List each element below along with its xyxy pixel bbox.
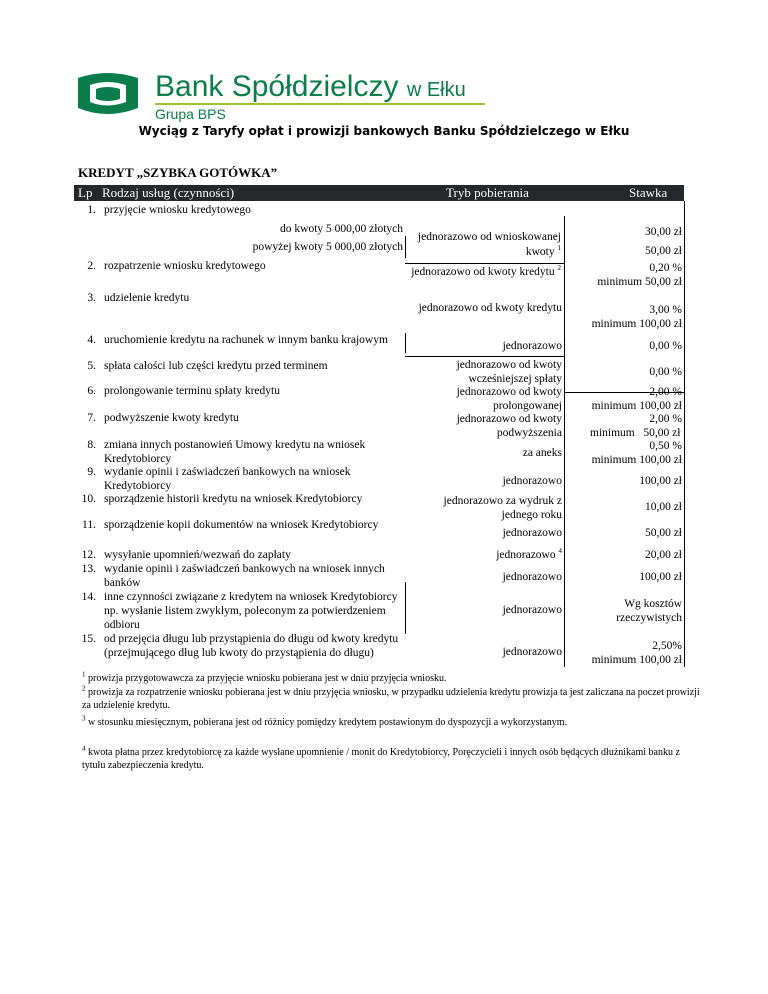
row-service: wydanie opinii i zaświadczeń bankowych na wniosek	[104, 466, 351, 478]
row-mode: za aneks	[522, 447, 562, 459]
row-rate: 0,00 %	[649, 366, 682, 378]
row-service: wydanie opinii i zaświadczeń bankowych na wniosek innych	[104, 563, 385, 575]
row-mode: jednorazowo od kwoty	[456, 413, 562, 425]
row-rate: 50,00 zł	[644, 245, 682, 257]
row-mode	[406, 245, 561, 259]
row-service: prolongowanie terminu spłaty kredytu	[104, 385, 280, 397]
row-mode-text: jednorazowo od kwoty kredytu	[411, 266, 555, 278]
row-divider	[405, 356, 565, 357]
row-mode: jednorazowo	[502, 646, 562, 658]
row-sub-item: powyżej kwoty 5 000,00 złotych	[252, 241, 403, 253]
row-rate: 10,00 zł	[644, 501, 682, 513]
row-rate: 0,00 %	[649, 340, 682, 352]
row-lp: 14.	[81, 591, 96, 603]
header-mode: Tryb pobierania	[446, 185, 529, 200]
row-mode: jednorazowo	[502, 604, 562, 616]
row-mode	[406, 548, 562, 562]
row-mode-text: jednorazowo	[496, 549, 556, 561]
row-service: podwyższenie kwoty kredytu	[104, 412, 239, 424]
row-mode: jednego roku	[501, 509, 562, 521]
footnote-text: w stosunku miesięcznym, pobierana jest od różnicy pomiędzy kredytem postawionym do dyspozycji a wykorzystanym.	[88, 717, 568, 728]
row-service: (przejmującego dług lub kwoty do przystąpienia do długu)	[104, 647, 374, 659]
table-row	[74, 203, 98, 217]
col-divider	[564, 216, 565, 667]
footnote-ref: 2	[557, 264, 561, 273]
row-mode: jednorazowo od kwoty kredytu	[418, 302, 562, 314]
row-lp: 12.	[81, 549, 96, 561]
header-rate: Stawka	[629, 185, 668, 200]
row-service: sporządzenie kopii dokumentów na wniosek Kredytobiorcy	[104, 519, 379, 531]
row-rate: minimum 100,00 zł	[591, 400, 682, 412]
row-rate: minimum 100,00 zł	[591, 654, 682, 666]
footnote-ref: 1	[557, 244, 561, 253]
row-service: wysyłanie upomnień/wezwań do zapłaty	[104, 549, 291, 561]
table-border-right	[684, 201, 685, 667]
row-rate: 30,00 zł	[644, 226, 682, 238]
footnote-number: 1	[82, 670, 86, 679]
footnote-text: prowizja przygotowawcza za przyjęcie wniosku pobierana jest w dniu przyjęcia wniosku.	[88, 673, 447, 684]
row-service: uruchomienie kredytu na rachunek w innym banku krajowym	[104, 334, 388, 346]
row-service: rozpatrzenie wniosku kredytowego	[104, 260, 266, 272]
row-lp: 9.	[87, 466, 96, 478]
row-mode: jednorazowo	[502, 340, 562, 352]
row-rate: 20,00 zł	[644, 549, 682, 561]
row-service: Kredytobiorcy	[104, 453, 172, 465]
row-mode: jednorazowo	[502, 475, 562, 487]
row-lp: 11.	[82, 519, 96, 531]
footnote	[82, 672, 702, 685]
bank-brand: Bank Spółdzielczy	[155, 70, 399, 103]
row-lp: 7.	[87, 412, 96, 424]
row-rate: minimum 100,00 zł	[591, 318, 682, 330]
row-lp: 10.	[81, 493, 96, 505]
row-lp: 5.	[87, 360, 96, 372]
header-service: Rodzaj usług (czynności)	[102, 185, 235, 200]
row-rate: 50,00 zł	[644, 527, 682, 539]
row-rate: rzeczywistych	[616, 612, 682, 624]
row-mode: wcześniejszej spłaty	[468, 373, 562, 385]
footnote-text: kwota płatna przez kredytobiorcę za każde wysłane upomnienie / monit do Kredytobiorcy, Poręczycieli i innych osób będących dłużnikami banku z tytułu zabezpieczenia kredytu.	[82, 747, 680, 771]
row-service: banków	[104, 577, 141, 589]
footnote-ref: 4	[558, 547, 562, 556]
header-lp: Lp	[78, 185, 93, 200]
row-service: np. wysłanie listem zwykłym, poleconym za potwierdzeniem	[104, 605, 386, 617]
footnote-number: 3	[82, 714, 86, 723]
row-service: od przejęcia długu lub przystąpienia do długu od kwoty kredytu	[104, 633, 399, 645]
row-sub-item: do kwoty 5 000,00 złotych	[280, 223, 403, 235]
row-rate: minimum 100,00 zł	[591, 454, 682, 466]
row-service: Kredytobiorcy	[104, 480, 172, 492]
row-lp: 3.	[87, 292, 96, 304]
row-mode: jednorazowo od kwoty	[456, 359, 562, 371]
row-rate: 100,00 zł	[639, 475, 682, 487]
document-title: Wyciąg z Taryfy opłat i prowizji bankowych Banku Spółdzielczego w Ełku	[138, 124, 630, 138]
row-lp: 1.	[87, 204, 96, 216]
row-mode: podwyższenia	[496, 427, 562, 439]
footnote	[82, 686, 702, 712]
row-service: sporządzenie historii kredytu na wniosek Kredytobiorcy	[104, 493, 363, 505]
section-title: KREDYT „SZYBKA GOTÓWKA”	[78, 165, 278, 180]
footnote-text: prowizja za rozpatrzenie wniosku pobierana jest w dniu przyjęcia wniosku, w przypadku udzielenia kredytu prowizja ta jest zaliczana na poczet prowizji za udzielenie kredytu.	[82, 687, 700, 711]
row-lp: 8.	[87, 439, 96, 451]
row-mode: prolongowanej	[493, 400, 562, 412]
row-rate: 3,00 %	[649, 304, 682, 316]
row-rate: minimum 50,00 zł	[590, 427, 681, 439]
row-mode: jednorazowo	[502, 571, 562, 583]
row-lp: 13.	[81, 563, 96, 575]
row-rate: 0,50 %	[649, 440, 682, 452]
row-mode-text: kwoty	[525, 246, 555, 258]
row-service: udzielenie kredytu	[104, 292, 190, 304]
row-rate: Wg kosztów	[624, 598, 682, 610]
footnote-number: 4	[82, 744, 86, 753]
bank-group: Grupa BPS	[155, 106, 226, 122]
row-rate: minimum 50,00 zł	[597, 276, 682, 288]
row-service: spłata całości lub części kredytu przed terminem	[104, 360, 328, 372]
row-service: przyjęcie wniosku kredytowego	[104, 204, 251, 216]
row-service: inne czynności związane z kredytem na wniosek Kredytobiorcy	[104, 591, 398, 603]
row-mode: jednorazowo za wydruk z	[443, 495, 562, 507]
row-lp: 4.	[87, 334, 96, 346]
row-lp: 15.	[81, 633, 96, 645]
row-rate: 100,00 zł	[639, 571, 682, 583]
row-lp: 2.	[87, 260, 96, 272]
row-rate: 2,00 %	[649, 386, 682, 398]
row-rate: 2,50%	[652, 640, 682, 652]
row-lp: 6.	[87, 385, 96, 397]
row-mode: jednorazowo od wnioskowanej	[417, 231, 561, 243]
row-mode	[406, 265, 561, 279]
row-divider	[405, 263, 565, 264]
row-mode: jednorazowo	[502, 527, 562, 539]
row-rate: 2,00 %	[649, 413, 682, 425]
footnote	[82, 716, 702, 729]
row-service: zmiana innych postanowień Umowy kredytu na wniosek	[104, 439, 366, 451]
row-mode: jednorazowo od kwoty	[456, 386, 562, 398]
row-rate: 0,20 %	[649, 262, 682, 274]
bank-city: w Ełku	[406, 79, 466, 101]
row-service: odbioru	[104, 619, 140, 631]
footnote	[82, 746, 702, 772]
footnote-number: 2	[82, 684, 86, 693]
